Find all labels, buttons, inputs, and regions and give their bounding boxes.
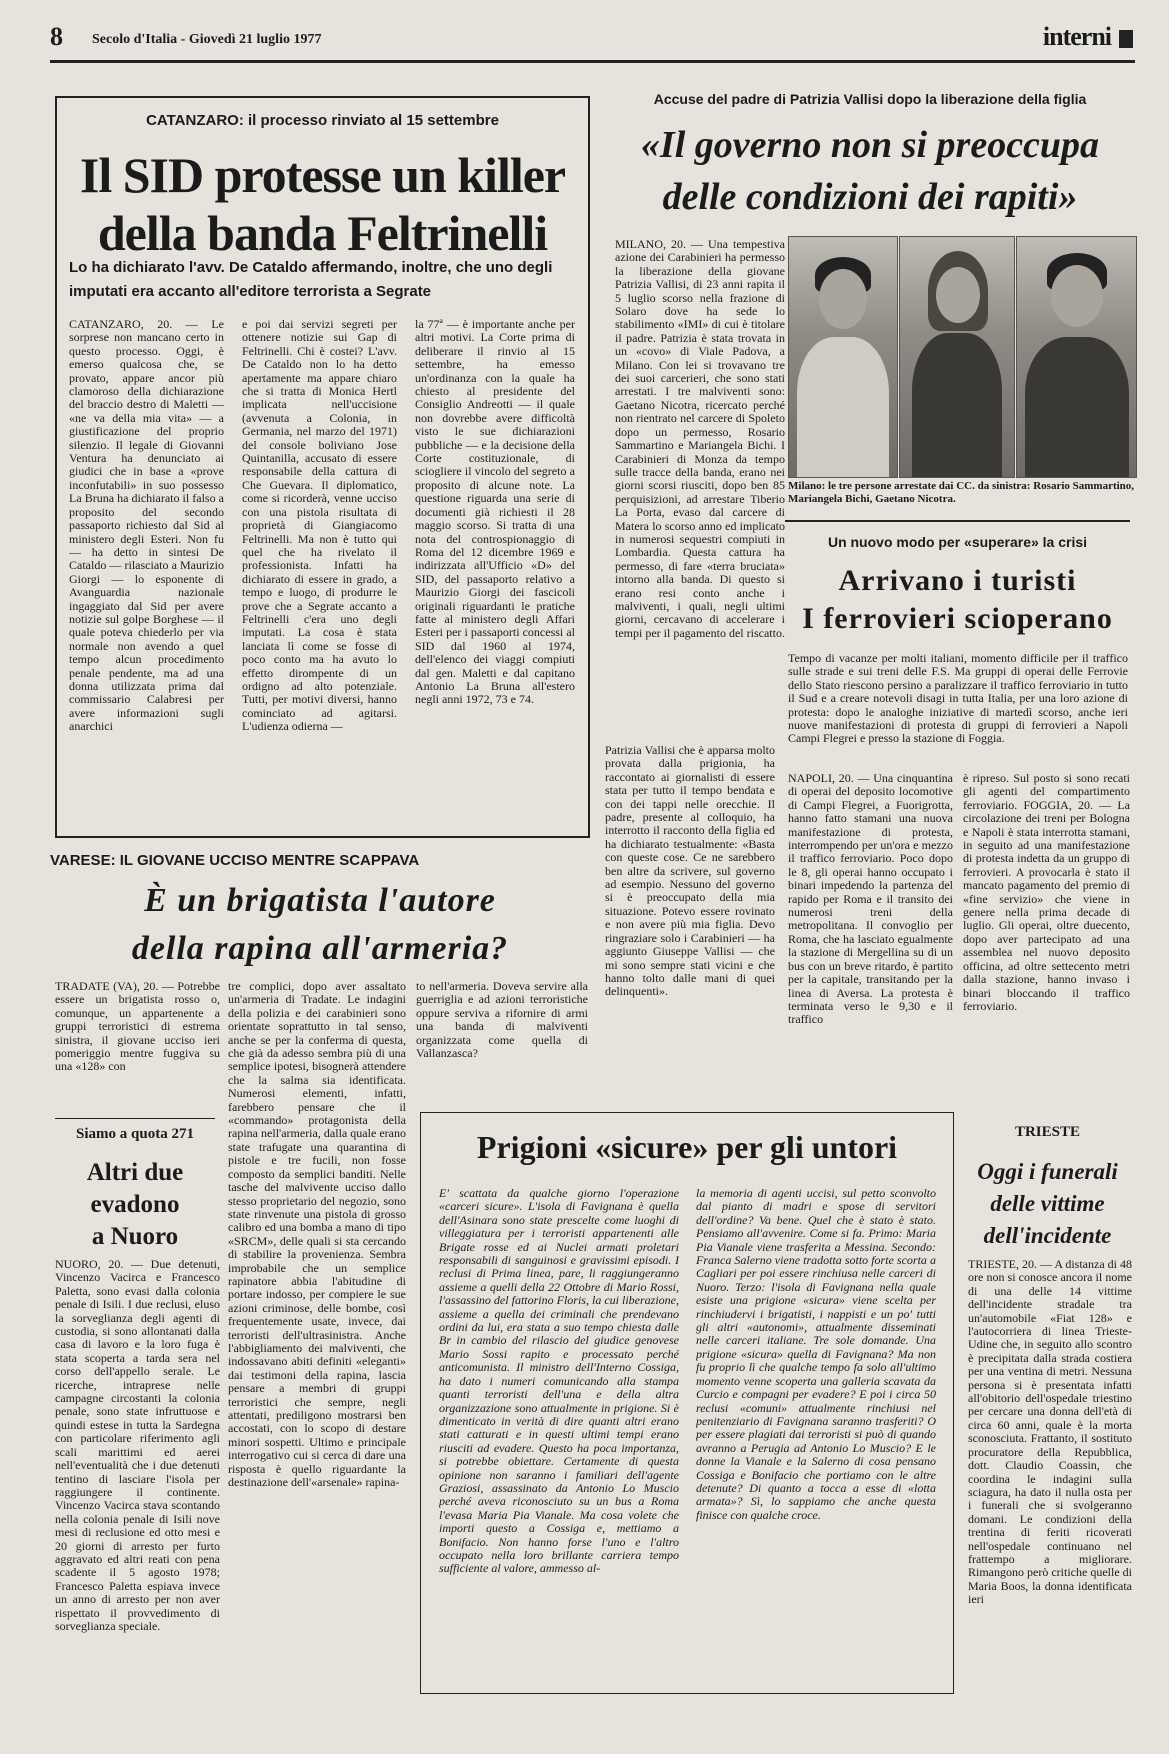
prigioni-col-1: E' scattata da qualche giorno l'operazione «carceri sicure». L'isola di Favignana è quella dell'Asinara sono state prescelte come luoghi di villeggiatura per i terroristi appartenenti alle Brigate rosse ed ai Nuclei armati proletari responsabili di sanguinosi e gravissimi episodi. I reclusi di Prima linea, pare, li raggiungeranno assieme a quelli della 22 Ottobre di Mario Rossi, l'assassino del fattorino Floris, la cui liberazione, assieme a quella dei criminali che prendevano ordini da lui, era stata a suo tempo chiesta dalle Br in cambio del rilascio del giudice genovese Mario Sossi rapito e processato perché anticomunista. Il ministro dell'Interno Cossiga, ha dato i numeri comunicando alla stampa quanti terroristi dell'una e della altra organizzazione sono attualmente in prigione. Si è dimenticato in verità di dire quanti altri erano stati catturati e in questi ultimi tempi erano riusciti ad evadere. Questo ha poca importanza, si potrebbe obiettare. Certamente di questa opinione non saranno i familiari dell'agente Graziosi, assassinato da Antonio Lo Muscio perché aveva riconosciuto su un bus a Roma l'evasa Maria Pia Vianale. Ma cosa volete che importi questo a Cossiga e, mettiamo a Bonifacio. Non hanno forse l'uno e l'altro occupato nella loro brillante carriera tempo sufficiente al valore, ammesso al- xyxy=(439,1187,679,1576)
nuoro-title-line2: evadono xyxy=(90,1191,180,1218)
sid-kicker: CATANZARO: il processo rinviato al 15 settembre xyxy=(146,112,499,129)
section-marker xyxy=(1119,30,1133,48)
sid-col-3: la 77ª — è importante anche per altri motivi. La Corte prima di deliberare il rinvio al 15 settembre, ha emesso un'ordinanza con la quale ha chiesto al presidente del Consiglio Andreotti — il quale non dovrebbe avere difficoltà visto le sue dichiarazioni pubbliche — e la decisione della Corte costituzionale, di sciogliere il vincolo del segreto a proposito di alcune note. La questione riguarda una serie di documenti già richiesti il 28 maggio scorso. Si tratta di una nota del controspionaggio di Roma del 12 dicembre 1969 e indirizzata all'Ufficio «D» del SID, del passaporto relativo a Maurizio Giorgi dei fascicoli originali riguardanti le pratiche fatte al ministero degli Affari Esteri per i passaporti concessi al SID dal 1960 al 1974, dell'elenco dei viaggi compiuti dal gen. Maletti e dal capitano Antonio La Bruna all'estero negli anni 1972, 73 e 74. xyxy=(415,318,575,707)
nuoro-top-rule xyxy=(55,1118,215,1119)
page-number: 8 xyxy=(50,22,63,51)
turisti-title-line2: I ferrovieri scioperano xyxy=(802,602,1113,635)
trieste-body: TRIESTE, 20. — A distanza di 48 ore non si conosce ancora il nome di una delle 14 vittime dell'incidente stradale tra un'automobile «Fiat 128» e l'autocorriera di linea Trieste-Udine che, in seguito allo scontro è precipitata dalla strada costiera per una ventina di metri. Nessuna persona si è presentata infatti all'obitorio dell'ospedale triestino per cercare una donna dell'età di circa 60 anni, quale è la morta sconosciuta. Frattanto, il sostituto procuratore della Repubblica, dott. Claudio Coassin, che coordina le indagini sulla sciagura, ha dato il nulla osta per i funerali che si svolgeranno domani. Le condizioni della trentina di feriti ricoverati nell'ospedale continuano nel frattempo a migliorare. Rimangono però critiche quelle di Maria Boos, la donna identificata ieri xyxy=(968,1258,1132,1607)
photo-gaetano-nicotra xyxy=(1016,236,1137,478)
trieste-title-line3: dell'incidente xyxy=(983,1223,1112,1248)
vallisi-col-upper: MILANO, 20. — Una tempestiva azione dei Carabinieri ha permesso la liberazione della giovane Patrizia Vallisi, di 23 anni rapita il 5 luglio scorso nella frazione di Solaro dove ha sede lo stabilimento «IMI» di cui è titolare il padre. Patrizia è stata trovata in un «covo» di Viale Padova, a Milano. Con lei si trovavano tre dei suoi carcerieri, che sono stati arrestati. I tre malviventi sono: Gaetano Nicotra, ricercato perché non rientrato nel carcere di Spoleto dopo un permesso, Rosario Sammartino e Mariangela Bichi. I Carabinieri di Monza da tempo sulle tracce della banda, erano nei giorni scorsi riusciti, dopo ben 85 perquisizioni, ad arrestare Tiberio La Porta, evaso dal carcere di Matera lo scorso anno ed implicato in numerosi sequestri compiuti in Lombardia. Questa cattura ha permesso, di fare «terra bruciata» intorno alla banda. Di questo si erano resi conto anche i malviventi, i quali, negli ultimi giorni, cercavano di accelerare i tempi per il pagamento del riscatto. xyxy=(615,238,785,640)
sid-col-1: CATANZARO, 20. — Le sorprese non mancano certo in questo processo. Oggi, è emerso qualcosa che, se provato, appare ancor più clamoroso della dichiarazione del braccio destro di Maletti — «ne va della mia vita» — a giustificazione del proprio silenzio. Il legale di Giovanni Ventura ha denunciato ai giudici che in base a «prove inconfutabili» in suo possesso La Bruna ha dichiarato il falso a proposito del secondo passaporto richiesto dal Sid al ministero degli Esteri. Non fu — ha detto in sintesi De Cataldo — rilasciato a Maurizio Giorgi — lo esponente di Avanguardia nazionale ingaggiato dal Sid per avere notizie sul golpe Borghese — il quale poteva chiederlo per via normale non avendo a quel tempo alcun procedimento penale pendente, ma ad una donna utilizzata prima dal commissario Calabresi per avere informazioni sugli anarchici xyxy=(69,318,224,734)
turisti-kicker: Un nuovo modo per «superare» la crisi xyxy=(827,534,1088,550)
varese-title-line1: È un brigatista l'autore xyxy=(144,882,496,919)
sid-col-2: e poi dai servizi segreti per ottenere notizie sui Gap di Feltrinelli. Chi è costei? L'avv. De Cataldo non lo ha detto apertamente ma appare chiaro che si tratta di Monica Hertl implicata nell'uccisione (avvenuta a Colonia, in Germania, nel marzo del 1971) del console boliviano Jose Quintanilla, accusato di essere responsabile della cattura di Che Guevara. Il diplomatico, come si ricorderà, venne ucciso con una pistola risultata di proprietà di Giangiacomo Feltrinelli. Ma non è tutto qui quel che ha rivelato il professionista. Infatti ha dichiarato di essere in grado, a tempo e luogo, di produrre le prove che a Segrate accanto a Feltrinelli c'era uno degli imputati. La cosa è stata lanciata lì come se fosse di poco conto ma ha avuto lo effetto dirompente di un ordigno ad alto potenziale. Tutti, per motivi diversi, hanno cominciato ad agitarsi. L'udienza odierna — xyxy=(242,318,397,734)
vallisi-col-lower: Patrizia Vallisi che è apparsa molto provata dalla prigionia, ha raccontato ai giornalisti di essere stata per tutto il tempo bendata e con dei tappi nelle orecchie. Il padre, presente al colloquio, ha interrotto il racconto della figlia ed ha dichiarato testualmente: «Basta con queste cose. Ce ne sarebbero ben altre da scrivere, sul governo ad esempio. Nessuno del governo si è preoccupato della mia situazione. Potevo essere rovinato e non avere più mia figlia. Devo ringraziare solo i Carabinieri — ha aggiunto Giuseppe Vallisi — che mi sono sempre stati vicini e che hanno tolto dalle mani di quei delinquenti». xyxy=(605,744,775,999)
photo-mariangela-bichi xyxy=(899,236,1015,478)
varese-col-2: tre complici, dopo aver assaltato un'armeria di Tradate. Le indagini della polizia e dei carabinieri sono orientate soprattutto in tal senso, anche se per la conferma di questa, che già da adesso sembra più di una semplice ipotesi, bisognerà attendere che la salma sia identificata. Numerosi elementi, infatti, farebbero pensare che il «commando» protagonista della rapina nell'armeria, dalla quale erano state trafugate una quarantina di pistole e tre fucili, non fosse composto da semplici banditi. Nelle tasche del malvivente ucciso dallo stesso proprietario del negozio, sono state rinvenute una pistola di grosso calibro ed una bomba a mano di tipo «SRCM», delle quali si sta cercando di stabilire la provenienza. Sembra improbabile che un semplice rapinatore abbia l'abitudine di portare indosso, per compiere le sue azioni criminose, delle bombe, così frequentemente usate, invece, dai terroristi dell'ultrasinistra. Anche l'abbigliamento dei malviventi, che indossavano abiti definiti «eleganti» dai testimoni della rapina, lascia pensare a membri di gruppi terroristici che sempre, negli attentati, prediligono mostrarsi ben accostati, con lo scopo di destare minori sospetti. Ultimo e principale interrogativo cui si cerca di dare una risposta è quello riguardante la destinazione dell'«arsenale» rapina- xyxy=(228,980,406,1490)
paper-date: Secolo d'Italia - Giovedì 21 luglio 1977 xyxy=(92,32,322,47)
prigioni-title: Prigioni «sicure» per gli untori xyxy=(476,1129,898,1165)
sid-subtitle: Lo ha dichiarato l'avv. De Cataldo affermando, inoltre, che uno degli imputati era accanto all'editore terrorista a Segrate xyxy=(69,259,553,300)
nuoro-title-line3: a Nuoro xyxy=(91,1223,179,1250)
trieste-kicker: TRIESTE xyxy=(1014,1124,1081,1140)
varese-title-line2: della rapina all'armeria? xyxy=(131,930,509,967)
masthead xyxy=(50,20,1135,63)
sid-title-line2: della banda Feltrinelli xyxy=(97,205,548,261)
turisti-col-1: NAPOLI, 20. — Una cinquantina di operai del deposito locomotive di Campi Flegrei, a Fuorigrotta, hanno fatto stamani una nuova manifestazione di protesta, interrompendo per un'ora e mezzo il traffico ferroviario. Poco dopo le 8, gli operai hanno occupato i binari impedendo la partenza del rapido per Roma e il transito dei numerosi treni della metropolitana. Il convoglio per Roma, che ha lasciato egualmente la stazione di Mergellina su di un bus con un breve ritardo, è partito per la capitale, transitando per la linea di Aversa. La protesta è terminata verso le 9,30 e il traffico xyxy=(788,772,953,1027)
article-prigioni xyxy=(420,1112,954,1694)
vallisi-title-line2: delle condizioni dei rapiti» xyxy=(662,176,1078,218)
turisti-title-line1: Arrivano i turisti xyxy=(838,564,1077,597)
trieste-title-line2: delle vittime xyxy=(990,1191,1105,1216)
nuoro-body: NUORO, 20. — Due detenuti, Vincenzo Vacirca e Francesco Paletta, sono evasi dalla colonia penale di Isili. I due reclusi, eluso la sorveglianza degli agenti di custodia, si sono allontanati dalla casa di lavoro e la loro fuga è stata scoperta a tarda sera nel corso dell'appello serale. Le ricerche, intraprese nelle campagne circostanti la colonia penale, sono state infruttuose e quindi estese in tutta la Sardegna con particolare riferimento agli scali marittimi ed aerei nell'eventualità che i due detenuti tentino di lasciare l'isola per raggiungere il continente. Vincenzo Vacirca stava scontando nella colonia penale di Isili nove mesi di reclusione ed otto mesi e 20 giorni di arresto per furto aggravato ed altri reati con pena scadente il 5 agosto 1978; Francesco Paletta espiava invece un anno di arresto per non aver rispettato il provvedimento di sorveglianza speciale. xyxy=(55,1258,220,1633)
turisti-top-rule xyxy=(785,520,1130,522)
varese-kicker: VARESE: IL GIOVANE UCCISO MENTRE SCAPPAVA xyxy=(50,852,420,869)
vallisi-title-line1: «Il governo non si preoccupa xyxy=(640,124,1100,166)
vallisi-kicker: Accuse del padre di Patrizia Vallisi dopo la liberazione della figlia xyxy=(653,91,1087,107)
section-label: interni xyxy=(1042,22,1111,51)
nuoro-title-line1: Altri due xyxy=(86,1159,184,1186)
turisti-intro: Tempo di vacanze per molti italiani, momento difficile per il traffico sulle strade e sui treni delle F.S. Ma gruppi di operai delle Ferrovie dello Stato riescono persino a paralizzare il traffico ferroviario in tutto il Sud e a creare notevoli disagi in tutta Italia, per una loro azione di protesta: dopo le analoghe iniziative di martedì scorso, anche ieri nuove manifestazioni di protesta di gruppi di ferrovieri a Napoli Campi Flegrei e presso la stazione di Foggia. xyxy=(788,652,1128,746)
nuoro-kicker: Siamo a quota 271 xyxy=(76,1126,194,1142)
varese-col-3: to nell'armeria. Doveva servire alla guerriglia e ad azioni terroristiche oppure serviva a rifornire di armi una banda di malviventi organizzata come quella di Vallanzasca? xyxy=(416,980,588,1061)
turisti-col-2: è ripreso. Sul posto si sono recati gli agenti del compartimento ferroviario. FOGGIA, 20. — La circolazione dei treni per Bologna e Napoli è stata interrotta stamani, in seguito ad una manifestazione di protesta indetta da un gruppo di ferrovieri. A provocarla è stato il mancato pagamento del premio di «fine servizio» che viene in genere nella prima decade di luglio. Gli operai, oltre duecento, dopo aver partecipato ad una assemblea nel nuovo deposito officina, ad oltre settecento metri dalla stazione, hanno invaso i binari bloccando il traffico ferroviario. xyxy=(963,772,1130,1013)
photo-rosario-sammartino xyxy=(788,236,898,478)
sid-title-line1: Il SID protesse un killer xyxy=(79,147,566,203)
vallisi-photo-caption: Milano: le tre persone arrestate dai CC. da sinistra: Rosario Sammartino, Mariangela Bichi, Gaetano Nicotra. xyxy=(788,480,1135,505)
varese-col-1: TRADATE (VA), 20. — Potrebbe essere un brigatista rosso o, comunque, un appartenente a gruppi terroristici di estrema sinistra, il giovane ucciso ieri pomeriggio mentre fuggiva su una «128» con xyxy=(55,980,220,1074)
trieste-title-line1: Oggi i funerali xyxy=(977,1159,1118,1184)
article-sid xyxy=(55,96,590,838)
prigioni-col-2: la memoria di agenti uccisi, sul petto sconvolto dal pianto di madri e spose di servitori dell'ordine? Va bene. Quel che è stato è stato. Pensiamo all'avvenire. Come si fa. Primo: Maria Pia Vianale viene trasferita a Messina. Secondo: Franca Salerno viene tradotta sotto forte scorta a Cagliari per poi essere rinchiusa nelle carceri di Nuoro. Terzo: l'isola di Favignana nella quale esiste una prigione «sicura» viene scelta per rinchiudervi i brigatisti, i nappisti e un po' tutti gli altri «autonomi», attualmente disseminati nelle carceri italiane. Tre sole domande. Una prigione «sicura» quella di Favignana? Ma non fu proprio lì che qualche tempo fa solo all'ultimo momento venne scoperta una galleria scavata da Curcio e compagni per evadere? E poi i circa 50 reclusi «comuni» attualmente rinchiusi nel penitenziario di Favignana saranno trasferiti? O per essere plagiati dai terroristi si può di quando avranno a Perugia ad Antonio Lo Muscio? E le donne la Vianale e la Salerno di cosa pensano Cossiga e Bonifacio che portiamo con le altre detenute? Di quanto a tocca a esse di «lotta armata»? Sì, lo sappiamo che anche questa finisce con qualche croce. xyxy=(696,1187,936,1522)
